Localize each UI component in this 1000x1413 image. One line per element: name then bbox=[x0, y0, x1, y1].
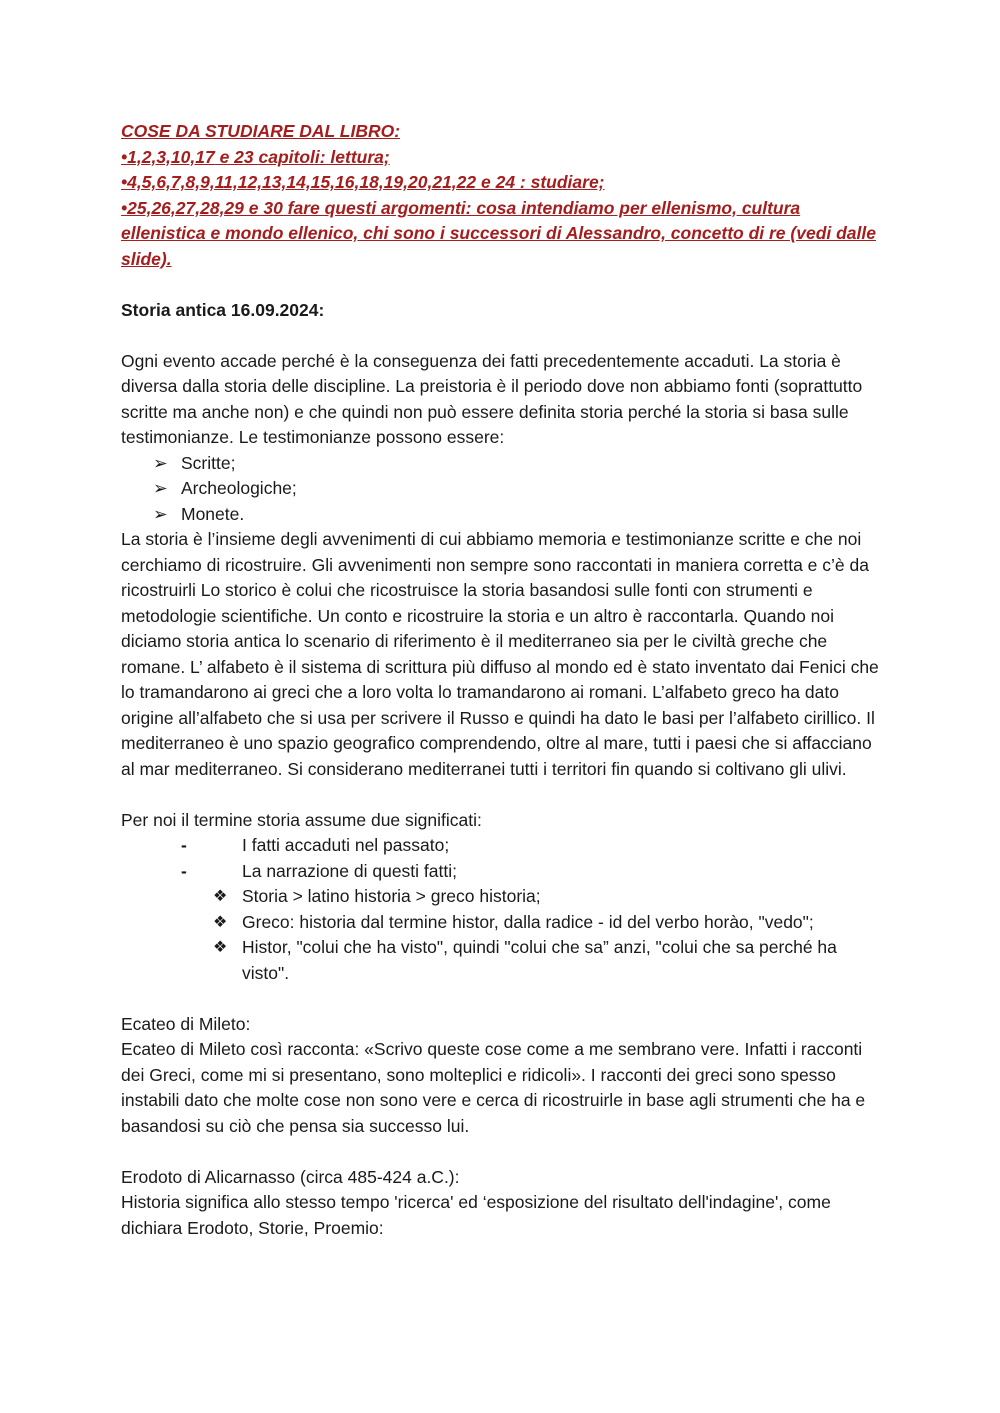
dash-bullet-icon: - bbox=[181, 835, 187, 855]
study-notes-line: •25,26,27,28,29 e 30 fare questi argomenti: cosa intendiamo per ellenismo, cultura ellenistica e mondo ellenico, chi sono i successori di Alessandro, concetto di re (vedi dalle slide). bbox=[121, 197, 876, 269]
sources-list bbox=[121, 451, 881, 528]
list-item: - La narrazione di questi fatti; bbox=[121, 859, 881, 885]
diamond-bullet-icon: ❖ bbox=[213, 888, 228, 905]
study-notes-line: •1,2,3,10,17 e 23 capitoli: lettura; bbox=[121, 146, 390, 167]
arrow-bullet-icon: ➢ bbox=[153, 478, 168, 498]
ecateo-heading: Ecateo di Mileto: bbox=[121, 1013, 251, 1034]
list-item: ➢ Monete. bbox=[121, 502, 881, 528]
ecateo-paragraph: Ecateo di Mileto così racconta: «Scrivo queste cose come a me sembrano vere. Infatti i racconti dei Greci, come mi si presentano, sono molteplici e ridicoli». I racconti dei greci sono spesso instabili dato che molte cose non sono vere e cerca di ricostruirle in base agli strumenti che ha e basandosi su ciò che pensa sia successo lui. bbox=[121, 1039, 866, 1136]
lesson-heading: Storia antica 16.09.2024: bbox=[121, 299, 325, 320]
meanings-intro: Per noi il termine storia assume due significati: bbox=[121, 809, 482, 830]
dash-bullet-icon: - bbox=[181, 860, 187, 881]
document-content bbox=[121, 119, 881, 1241]
spacer bbox=[121, 323, 881, 349]
spacer bbox=[121, 272, 881, 298]
etymology-list bbox=[121, 884, 881, 986]
body-paragraph: La storia è l’insieme degli avvenimenti di cui abbiamo memoria e testimonianze scritte e che noi cerchiamo di ricostruire. Gli avvenimenti non sempre sono raccontati in maniera corretta e c’è da ricostruirli Lo storico è colui che ricostruisce la storia basandosi sulle fonti con strumenti e metodologie scientifiche. Un conto e ricostruire la storia e un altro è raccontarla. Quando noi diciamo storia antica lo scenario di riferimento è il mediterraneo sia per le civiltà greche che romane. L’ alfabeto è il sistema di scrittura più diffuso al mondo ed è stato inventato dai Fenici che lo tramandarono ai greci che a loro volta lo tramandarono ai romani. L’alfabeto greco ha dato origine all’alfabeto che si usa per scrivere il Russo e quindi ha dato le basi per l’alfabeto cirillico. Il mediterraneo è uno spazio geografico comprendendo, oltre al mare, tutti i paesi che si affacciano al mar mediterraneo. Si considerano mediterranei tutti i territori fin quando si coltivano gli ulivi. bbox=[121, 529, 879, 779]
list-item: - I fatti accaduti nel passato; bbox=[121, 833, 881, 859]
spacer bbox=[121, 782, 881, 808]
arrow-bullet-icon: ➢ bbox=[153, 452, 168, 473]
diamond-bullet-icon: ❖ bbox=[213, 913, 228, 931]
study-notes-line: •4,5,6,7,8,9,11,12,13,14,15,16,18,19,20,21,22 e 24 : studiare; bbox=[121, 172, 605, 192]
list-item: ➢ Archeologiche; bbox=[121, 476, 881, 502]
list-item: ❖ Greco: historia dal termine histor, dalla radice - id del verbo horào, "vedo"; bbox=[121, 910, 881, 936]
study-notes-title: COSE DA STUDIARE DAL LIBRO: bbox=[121, 121, 401, 141]
list-item: ➢ Scritte; bbox=[121, 451, 881, 477]
arrow-bullet-icon: ➢ bbox=[153, 503, 168, 524]
erodoto-paragraph: Historia significa allo stesso tempo 'ricerca' ed ‘esposizione del risultato dell'indagine', come dichiara Erodoto, Storie, Proemio: bbox=[121, 1192, 831, 1238]
list-item: ❖ Storia > latino historia > greco historia; bbox=[121, 884, 881, 910]
list-item: ❖ Histor, "colui che ha visto", quindi "colui che sa” anzi, "colui che sa perché ha visto". bbox=[213, 937, 837, 983]
spacer bbox=[121, 986, 881, 1012]
diamond-bullet-icon: ❖ bbox=[213, 939, 228, 956]
spacer bbox=[121, 1139, 881, 1165]
intro-paragraph: Ogni evento accade perché è la conseguenza dei fatti precedentemente accaduti. La storia è diversa dalla storia delle discipline. La preistoria è il periodo dove non abbiamo fonti (soprattutto scritte ma anche non) e che quindi non può essere definita storia perché la storia si basa sulle testimonianze. Le testimonianze possono essere: bbox=[121, 350, 863, 447]
erodoto-heading: Erodoto di Alicarnasso (circa 485-424 a.C.): bbox=[121, 1166, 460, 1187]
meanings-list bbox=[121, 833, 881, 884]
